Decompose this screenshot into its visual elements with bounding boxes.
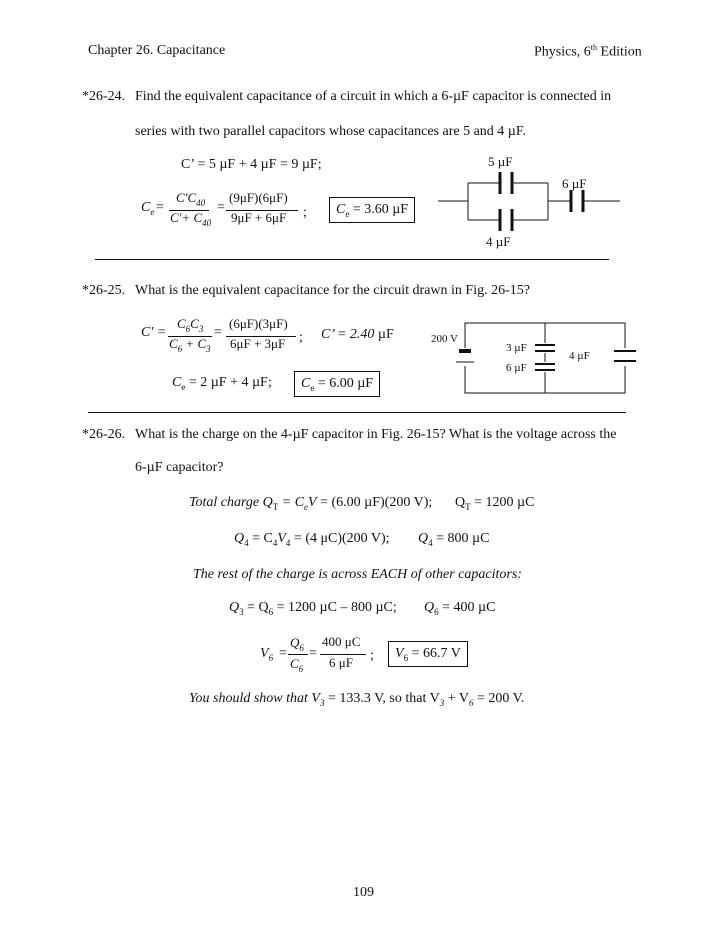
circuit-diagram-24 <box>430 150 630 250</box>
rest-of-charge-note: The rest of the charge is across EACH of other capacitors: <box>193 567 522 582</box>
label-3uf: 3 µF <box>506 342 527 354</box>
problem-24-text-2: series with two parallel capacitors whose capacitances are 5 and 4 µF. <box>135 124 527 139</box>
answer-box-25: $C_e = 6.00$ µF <box>294 371 380 397</box>
divider-1 <box>95 259 609 260</box>
problem-26-text-2: 6-µF capacitor? <box>135 460 224 475</box>
label-6uf-b: 6 µF <box>506 362 527 374</box>
problem-number-25: *26-25. <box>82 283 126 298</box>
label-5uf: 5 µF <box>488 154 513 169</box>
ce-sum-25: $C_e = 2$ µF + 4 µF; <box>172 375 272 392</box>
label-6uf: 6 µF <box>562 176 587 191</box>
problem-number-24: *26-24. <box>82 89 126 104</box>
circuit-diagram-25 <box>428 318 638 398</box>
problem-25-text-1: What is the equivalent capacitance for the circuit drawn in Fig. 26-15? <box>135 283 530 298</box>
q3-equation: $Q_3 = Q_6 = 1200$ µC – 800 µC; <box>229 600 397 617</box>
answer-box-24: $C_e = 3.60$ µF <box>329 197 415 223</box>
problem-24-text-1: Find the equivalent capacitance of a circuit in which a 6-µF capacitor is connected in <box>135 89 612 104</box>
show-note: You should show that $V_3 = 133.3$ V, so that $V_3 + V_6 = 200$ V. <box>189 691 525 708</box>
answer-box-26: $V_6 = 66.7$ V <box>388 641 468 667</box>
chapter-title: Chapter 26. Capacitance <box>88 43 226 58</box>
label-4uf: 4 µF <box>486 234 511 249</box>
cprime-equation: C’ = 5 µF + 4 µF = 9 µF; <box>181 157 322 172</box>
total-charge-result: $Q_T = 1200$ µC <box>455 495 535 512</box>
label-4uf-b: 4 µF <box>569 350 590 362</box>
page-number: 109 <box>353 885 374 900</box>
problem-26-text-1: What is the charge on the 4-µF capacitor in Fig. 26-15? What is the voltage across the <box>135 427 617 442</box>
divider-2 <box>88 412 626 413</box>
q4-equation: $Q_4 = C_4V_4 = (4$ μC)(200 V); <box>234 531 390 548</box>
total-charge-equation: Total charge $Q_T = C_eV = (6.00$ µF)(200 V); <box>189 495 433 512</box>
problem-number-26: *26-26. <box>82 427 126 442</box>
q4-result: $Q_4 = 800$ µC <box>418 531 490 548</box>
label-200v: 200 V <box>431 333 458 345</box>
q6-result: $Q_6 = 400$ µC <box>424 600 496 617</box>
book-title: Physics, 6th Edition <box>534 43 642 60</box>
